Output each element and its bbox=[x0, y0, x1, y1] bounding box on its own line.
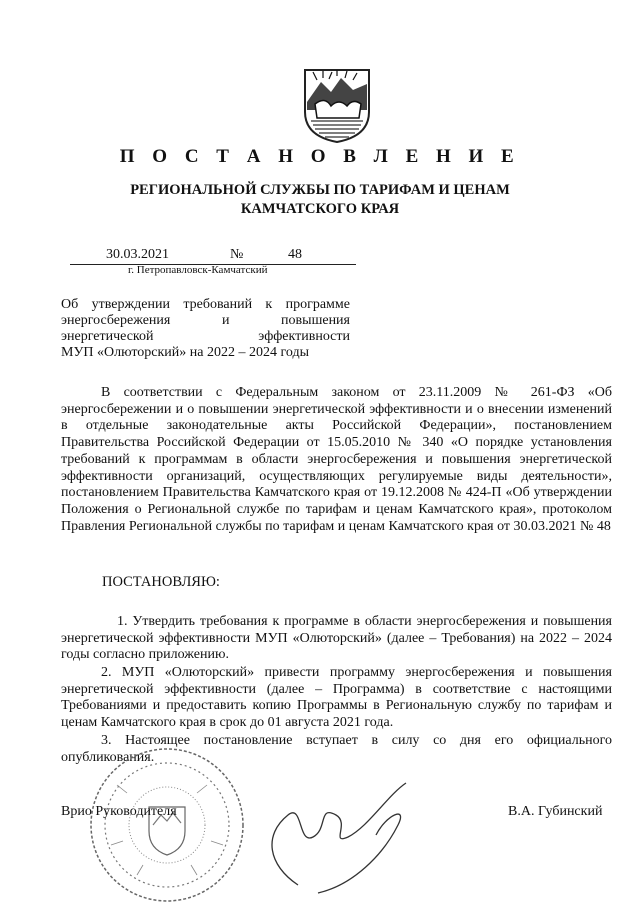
resolution-item-3: 3. Настоящее постановление вступает в силу со дня его официального опубликования. bbox=[61, 733, 612, 765]
handwritten-signature bbox=[258, 775, 418, 895]
subject-line: энергосбережения и повышения bbox=[61, 313, 350, 328]
signatory-position: Врио Руководителя bbox=[61, 804, 177, 819]
subject-line: энергетической эффективности bbox=[61, 329, 350, 344]
resolution-item-2: 2. МУП «Олюторский» привести программу энергосбережения и повышения энергетической эффективности (далее – Программа) в соответствие с настоящими Требованиями и предоставить копию Программы в Региональную службу по тарифам и ценам Камчатского края в срок до 01 августа 2021 года. bbox=[61, 665, 612, 731]
document-title: П О С Т А Н О В Л Е Н И Е bbox=[119, 146, 521, 167]
document-number: 48 bbox=[288, 247, 302, 262]
resolution-keyword: ПОСТАНОВЛЯЮ: bbox=[102, 574, 220, 590]
number-sign: № bbox=[230, 247, 244, 262]
kamchatka-coat-of-arms-icon bbox=[301, 66, 373, 144]
organization-name-line1: РЕГИОНАЛЬНОЙ СЛУЖБЫ ПО ТАРИФАМ И ЦЕНАМ bbox=[130, 182, 510, 198]
resolution-item-1: 1. Утвердить требования к программе в области энергосбережения и повышения энергетической эффективности МУП «Олюторский» (далее – Требования) на 2022 – 2024 годы согласно приложению. bbox=[61, 614, 612, 663]
organization-name-line2: КАМЧАТСКОГО КРАЯ bbox=[240, 201, 400, 217]
document-subject bbox=[61, 297, 350, 361]
subject-line: МУП «Олюторский» на 2022 – 2024 годы bbox=[61, 345, 310, 360]
document-date: 30.03.2021 bbox=[106, 247, 169, 262]
official-seal-stamp bbox=[87, 745, 247, 903]
signatory-name: В.А. Губинский bbox=[508, 804, 603, 819]
preamble-paragraph: В соответствии с Федеральным законом от 23.11.2009 № 261-ФЗ «Об энергосбережении и о повышении энергетической эффективности и о внесении изменений в отдельные законодательные акты Российской Федерации», постановлением Правительства Российской Федерации от 15.05.2010 № 340 «О порядке установления требований к программам в области энергосбережения и повышения энергетической эффективности организаций, осуществляющих регулируемые виды деятельности», постановлением Правительства Камчатского края от 19.12.2008 № 424-П «Об утверждении Положения о Региональной службе по тарифам и ценам Камчатского края», протоколом Правления Региональной службы по тарифам и ценам Камчатского края от 30.03.2021 № 48 bbox=[61, 385, 612, 534]
subject-line: Об утверждении требований к программе bbox=[61, 297, 350, 312]
organization-name bbox=[0, 181, 640, 219]
date-number-line bbox=[70, 247, 356, 265]
document-city: г. Петропавловск-Камчатский bbox=[128, 264, 268, 276]
